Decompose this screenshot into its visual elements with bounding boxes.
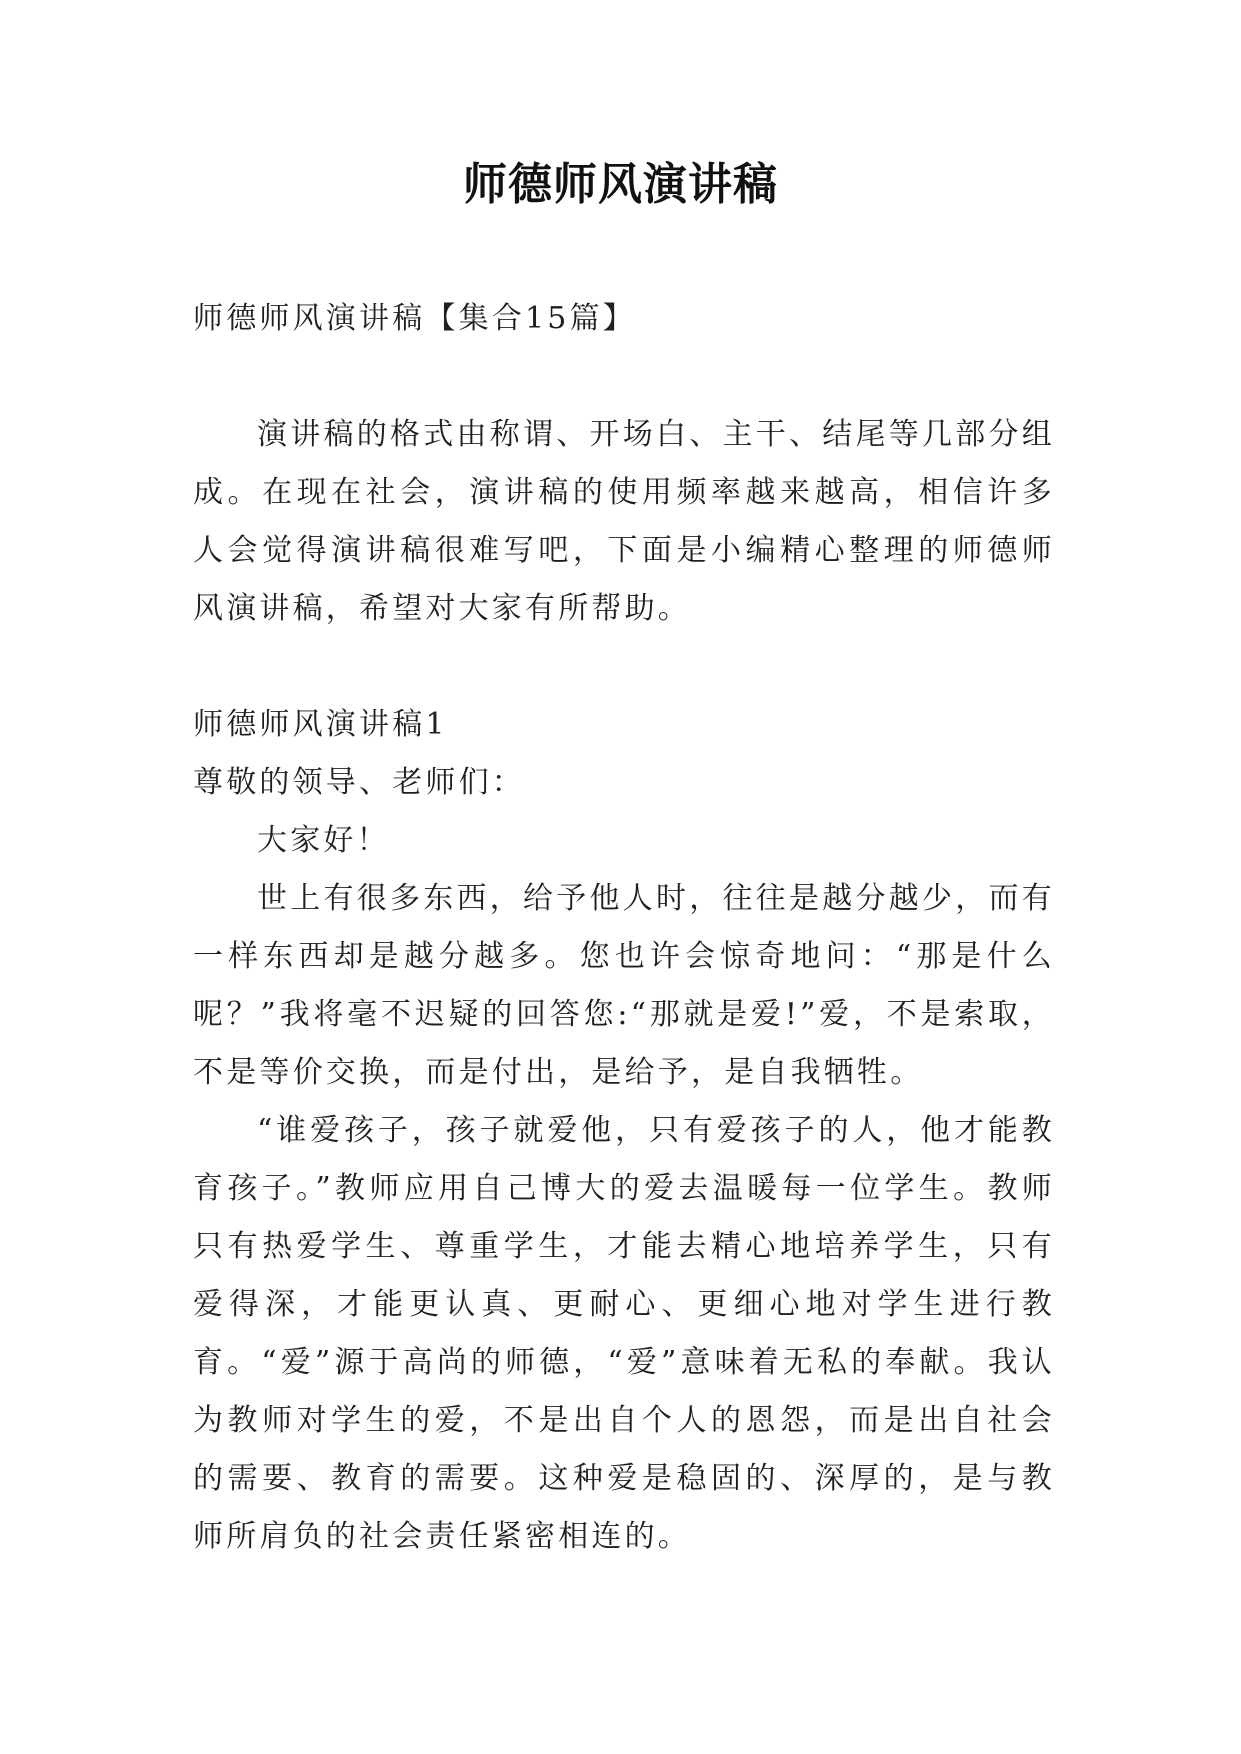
body-paragraph: “谁爱孩子，孩子就爱他，只有爱孩子的人，他才能教育孩子。”教师应用自己博大的爱去温暖每一位学生。教师只有热爱学生、尊重学生，才能去精心地培养学生，只有爱得深，才能更认真、更耐心、更细心地对学生进行教育。“爱”源于高尚的师德，“爱”意味着无私的奉献。我认为教师对学生的爱，不是出自个人的恩怨，而是出自社会的需要、教育的需要。这种爱是稳固的、深厚的，是与教师所肩负的社会责任紧密相连的。 <box>193 1113 1055 1554</box>
greeting: 大家好！ <box>257 823 390 858</box>
document-subtitle: 师德师风演讲稿【集合15篇】 <box>193 301 636 336</box>
salutation: 尊敬的领导、老师们： <box>193 765 525 800</box>
document-title: 师德师风演讲稿 <box>463 159 778 210</box>
body-paragraph: 世上有很多东西，给予他人时，往往是越分越少，而有一样东西却是越分越多。您也许会惊奇地问：“那是什么呢？”我将毫不迟疑的回答您:“那就是爱!”爱，不是索取，不是等价交换，而是付出，是给予，是自我牺牲。 <box>193 881 1055 1090</box>
section-heading: 师德师风演讲稿1 <box>193 707 448 742</box>
intro-paragraph: 演讲稿的格式由称谓、开场白、主干、结尾等几部分组成。在现在社会，演讲稿的使用频率越来越高，相信许多人会觉得演讲稿很难写吧，下面是小编精心整理的师德师风演讲稿，希望对大家有所帮助。 <box>193 417 1055 626</box>
document-body <box>193 290 1055 1566</box>
